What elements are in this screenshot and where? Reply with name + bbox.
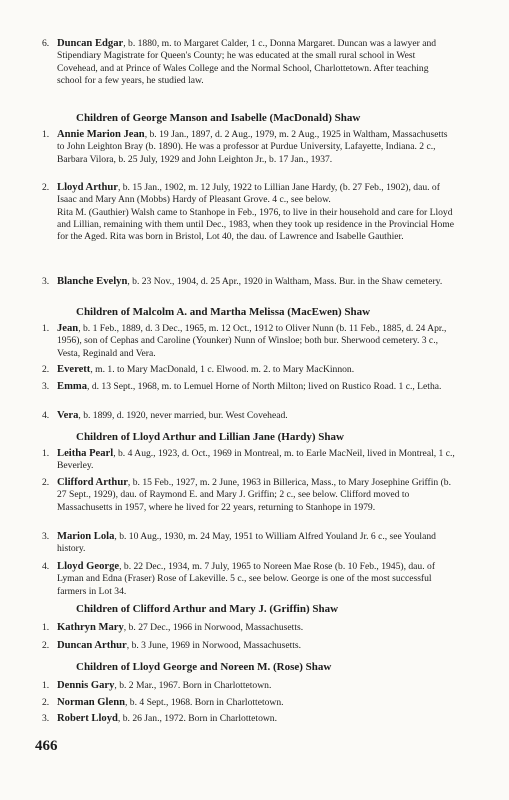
entry-name: Annie Marion Jean — [57, 129, 145, 140]
entry-robert-lloyd — [42, 713, 455, 725]
entry-text: , b. 22 Dec., 1934, m. 7 July, 1965 to Noreen Mae Rose (b. 10 Feb., 1945), dau. of Lyman and Edna (Fraser) Rose of Lakeville. 5 c., see below. George is one of the most successful farmers in Lot 34. — [57, 561, 436, 597]
entry-number: 3. — [42, 713, 50, 724]
entry-text: , b. 26 Jan., 1972. Born in Charlottetown. — [117, 713, 278, 724]
entry-text: , m. 1. to Mary MacDonald, 1 c. Elwood. m. 2. to Mary MacKinnon. — [90, 364, 355, 375]
entry-text: , b. 1 Feb., 1889, d. 3 Dec., 1965, m. 12 Oct., 1912 to Oliver Nunn (b. 11 Feb., 1885, d. 24 Apr., 1956), son of Cephas and Caroline (Younker) Nunn of Winsloe; both bur. Sherwood cemetery. 3 c., Vesta, Reginald and Vera. — [57, 323, 447, 359]
entry-name: Duncan Arthur — [57, 640, 127, 651]
entry-leitha-pearl — [42, 448, 455, 473]
entry-number: 1. — [42, 129, 50, 140]
entry-text: , b. 2 Mar., 1967. Born in Charlottetown. — [114, 680, 272, 691]
entry-norman-glenn — [42, 697, 455, 709]
entry-everett — [42, 364, 455, 376]
entry-name: Emma — [57, 381, 88, 392]
entry-name: Vera — [57, 410, 79, 421]
entry-number: 1. — [42, 622, 50, 633]
entry-note: Rita M. (Gauthier) Walsh came to Stanhope in Feb., 1976, to live in their household and care for Lloyd and Lillian, remaining with them until Dec., 1983, when they took up residence in the Provincial Home for the Aged. Rita was born in Bristol, Lot 40, the dau. of Lawrence and Isabelle Gauthier. — [57, 206, 454, 243]
entry-annie-marion-jean — [42, 129, 455, 166]
entry-text: , b. 3 June, 1969 in Norwood, Massachusetts. — [126, 640, 302, 651]
entry-text: , b. 15 Feb., 1927, m. 2 June, 1963 in Billerica, Mass., to Mary Josephine Griffin (b. 27 Sept., 1929), dau. of Raymond E. and Mary J. Griffin; 2 c., see below. Clifford moved to Massachusetts in 1957, where he lived for 22 years, returning to Stanhope in 1979. — [57, 477, 451, 513]
entry-name: Blanche Evelyn — [57, 276, 128, 287]
entry-number: 4. — [42, 561, 50, 572]
entry-kathryn-mary — [42, 622, 455, 634]
entry-clifford-arthur — [42, 477, 455, 514]
entry-number: 1. — [42, 680, 50, 691]
entry-text: , b. 4 Aug., 1923, d. Oct., 1969 in Montreal, m. to Earle MacNeil, lived in Montreal, 1 c., Beverley. — [57, 448, 455, 472]
entry-number: 2. — [42, 182, 50, 193]
entry-name: Jean — [57, 323, 79, 334]
entry-text: , b. 4 Sept., 1968. Born in Charlottetown. — [124, 697, 284, 708]
section-heading: Children of George Manson and Isabelle (MacDonald) Shaw — [76, 112, 361, 124]
entry-name: Norman Glenn — [57, 697, 125, 708]
entry-name: Marion Lola — [57, 531, 115, 542]
entry-name: Dennis Gary — [57, 680, 115, 691]
entry-name: Kathryn Mary — [57, 622, 124, 633]
entry-text: , d. 13 Sept., 1968, m. to Lemuel Horne of North Milton; lived on Rustico Road. 1 c., Letha. — [87, 381, 442, 392]
entry-number: 1. — [42, 323, 50, 334]
entry-jean — [42, 323, 455, 360]
entry-lloyd-arthur — [42, 182, 455, 243]
entry-text: , b. 27 Dec., 1966 in Norwood, Massachusetts. — [123, 622, 304, 633]
entry-vera — [42, 410, 455, 422]
entry-name: Duncan Edgar — [57, 38, 124, 49]
entry-duncan-edgar — [42, 38, 455, 87]
entry-emma — [42, 381, 455, 393]
entry-number: 2. — [42, 477, 50, 488]
entry-number: 6. — [42, 38, 50, 49]
entry-duncan-arthur — [42, 640, 455, 652]
entry-number: 2. — [42, 364, 50, 375]
entry-name: Leitha Pearl — [57, 448, 114, 459]
entry-number: 3. — [42, 276, 50, 287]
entry-name: Robert Lloyd — [57, 713, 118, 724]
section-heading: Children of Malcolm A. and Martha Melissa (MacEwen) Shaw — [76, 306, 371, 318]
entry-number: 3. — [42, 531, 50, 542]
entry-number: 2. — [42, 640, 50, 651]
entry-text: , b. 19 Jan., 1897, d. 2 Aug., 1979, m. 2 Aug., 1925 in Waltham, Massachusetts to John Leighton Bray (b. 1890). He was a professor at Purdue University, Lafayette, Indiana. 2 c., Barbara Vilora, b. 25 July, 1929 and John Leighton Jr., b. 17 Jan., 1937. — [57, 129, 448, 165]
entry-text: , b. 23 Nov., 1904, d. 25 Apr., 1920 in Waltham, Mass. Bur. in the Shaw cemetery. — [127, 276, 443, 287]
entry-marion-lola — [42, 531, 455, 556]
entry-text: , b. 1899, d. 1920, never married, bur. West Covehead. — [78, 410, 288, 421]
entry-name: Lloyd George — [57, 561, 120, 572]
entry-number: 2. — [42, 697, 50, 708]
entry-text: , b. 10 Aug., 1930, m. 24 May, 1951 to William Alfred Youland Jr. 6 c., see Youland history. — [57, 531, 436, 555]
entry-name: Everett — [57, 364, 91, 375]
section-heading: Children of Lloyd Arthur and Lillian Jane (Hardy) Shaw — [76, 431, 344, 443]
entry-lloyd-george — [42, 561, 455, 598]
entry-number: 4. — [42, 410, 50, 421]
entry-text: , b. 15 Jan., 1902, m. 12 July, 1922 to Lillian Jane Hardy, (b. 27 Feb., 1902), dau. of Isaac and Mary Ann (Mobbs) Hardy of Pleasant Grove. 4 c., see below. — [57, 182, 440, 206]
entry-name: Lloyd Arthur — [57, 182, 118, 193]
entry-blanche-evelyn — [42, 276, 455, 288]
section-heading: Children of Lloyd George and Noreen M. (Rose) Shaw — [76, 661, 332, 673]
section-heading: Children of Clifford Arthur and Mary J. (Griffin) Shaw — [76, 603, 339, 615]
entry-name: Clifford Arthur — [57, 477, 128, 488]
entry-dennis-gary — [42, 680, 455, 692]
page-number: 466 — [35, 738, 58, 754]
entry-number: 3. — [42, 381, 50, 392]
entry-text: , b. 1880, m. to Margaret Calder, 1 c., Donna Margaret. Duncan was a lawyer and Stipendiary Magistrate for Queen's County; he was educated at the small rural school in West Covehead, and at Prince of Wales College and the Normal School, Charlottetown. After teaching school for a few years, he studied law. — [57, 38, 437, 86]
entry-number: 1. — [42, 448, 50, 459]
